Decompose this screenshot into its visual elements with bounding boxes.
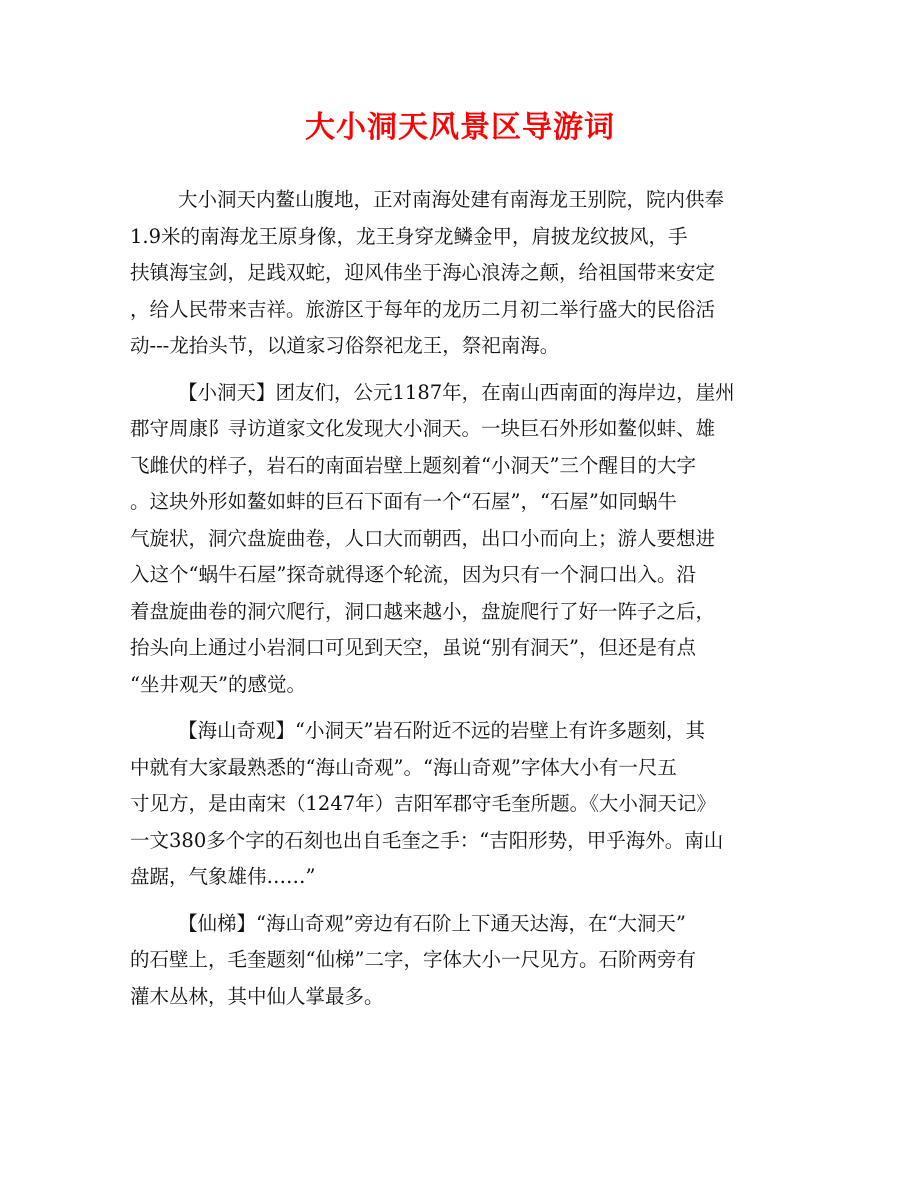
paragraph-line: 飞雌伏的样子，岩石的南面岩壁上题刻着“小洞天”三个醒目的大字 [130, 453, 696, 477]
paragraph-line: 扶镇海宝剑，足践双蛇，迎风伟坐于海心浪涛之颠，给祖国带来安定 [130, 261, 716, 284]
paragraph-line: 中就有大家最熟悉的“海山奇观”。“海山奇观”字体大小有一尺五 [130, 755, 677, 779]
page-title: 大小洞天风景区导游词 [305, 110, 615, 145]
paragraph-line: 着盘旋曲卷的洞穴爬行，洞口越来越小，盘旋爬行了好一阵子之后， [130, 599, 716, 623]
paragraph-line: 。这块外形如鳌如蚌的巨石下面有一个“石屋”，“石屋”如同蜗牛 [130, 490, 677, 513]
document-body [130, 182, 780, 1025]
paragraph-line: 气旋状，洞穴盘旋曲卷，人口大而朝西，出口小而向上；游人要想进 [130, 526, 716, 550]
paragraph-line: 【仙梯】“海山奇观”旁边有石阶上下通天达海，在“大洞天” [178, 911, 686, 935]
paragraph [130, 375, 780, 704]
paragraph-line: 抬头向上通过小岩洞口可见到天空，虽说“别有洞天”，但还是有点 [130, 636, 696, 659]
paragraph [130, 713, 780, 896]
paragraph-line: 的石壁上，毛奎题刻“仙梯”二字，字体大小一尺见方。石阶两旁有 [130, 948, 696, 971]
paragraph-line: ，给人民带来吉祥。旅游区于每年的龙历二月初二举行盛大的民俗活 [130, 297, 716, 321]
paragraph-line: 寸见方，是由南宋（1247年）吉阳军郡守毛奎所题。《大小洞天记》 [130, 792, 716, 815]
paragraph-line: 动---龙抬头节，以道家习俗祭祀龙王，祭祀南海。 [130, 334, 560, 357]
paragraph-line: 【小洞天】团友们，公元1187年，在南山西南面的海岸边，崖州 [178, 380, 735, 404]
paragraph [130, 906, 780, 1016]
paragraph [130, 182, 780, 365]
paragraph-line: “坐井观天”的感觉。 [130, 672, 306, 696]
paragraph-line: 大小洞天内鳌山腹地，正对南海处建有南海龙王别院，院内供奉 [178, 188, 725, 211]
paragraph-line: 入这个“蜗牛石屋”探奇就得逐个轮流，因为只有一个洞口出入。沿 [130, 563, 696, 586]
paragraph-line: 【海山奇观】“小洞天”岩石附近不远的岩壁上有许多题刻，其 [178, 719, 705, 742]
paragraph-line: 盘踞，气象雄伟……” [130, 865, 316, 888]
paragraph-line: 一文380多个字的石刻也出自毛奎之手：“吉阳形势，甲乎海外。南山 [130, 828, 724, 852]
paragraph-line: 郡守周康阝寻访道家文化发现大小洞天。一块巨石外形如鳌似蚌、雄 [130, 417, 716, 440]
paragraph-line: 1.9米的南海龙王原身像，龙王身穿龙鳞金甲，肩披龙纹披风，手 [130, 224, 688, 248]
paragraph-line: 灌木丛林，其中仙人掌最多。 [130, 984, 384, 1008]
